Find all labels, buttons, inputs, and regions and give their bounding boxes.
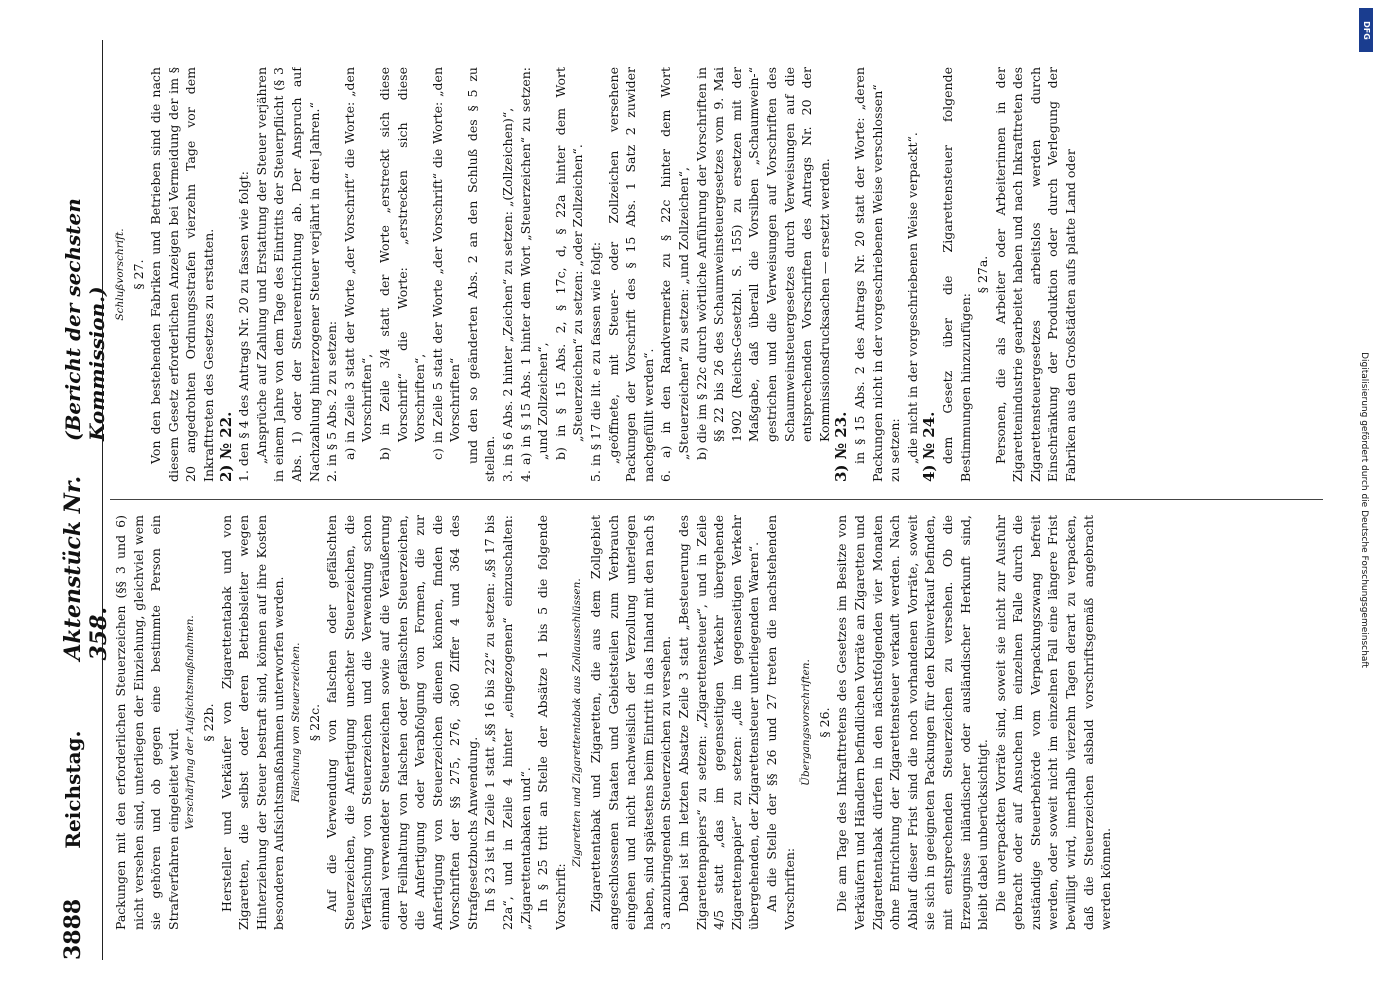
left-column-block: § 26. xyxy=(816,707,832,738)
header-rule xyxy=(102,40,103,960)
left-column-block: Zigarettentabak und Zigaretten, die aus dem Zollgebiet angeschlossenen Staaten und Gebietsteilen zum Verbrauch eingehen und nicht nachweislich der Verzollung unterlegen haben, sind spätestens beim Eintritt in das Inland mit den nach § 3 anzubringenden Steuerzeichen zu versehen. xyxy=(588,515,674,930)
right-column-block: 5. in § 17 die lit. e zu fassen wie folgt: xyxy=(588,241,604,482)
right-column-block: dem Gesetz über die Zigarettensteuer folgende Bestimmungen hinzuzufügen: xyxy=(939,67,973,482)
page-header xyxy=(60,40,112,960)
left-column-block: In § 25 tritt an Stelle der Absätze 1 bis 5 die folgende Vorschrift: xyxy=(535,515,568,930)
right-column-block: § 27. xyxy=(130,259,146,290)
left-column-block: Fälschung von Steuerzeichen. xyxy=(289,642,302,803)
right-column-block: c) in Zeile 5 statt der Worte „der Vorschrift“ die Worte: „den Vorschriften“ xyxy=(429,67,463,460)
left-column-block: Die unverpackten Vorräte sind, soweit sie nicht zur Ausfuhr gebracht oder auf Ansuchen im einzelnen Falle durch die zuständige Steuerbehörde vom Verpackungszwang befreit werden, oder soweit nicht im einzelnen Fall eine längere Frist bewilligt wird, innerhalb vierzehn Tagen derart zu verpacken, daß die Steuerzeichen alsbald vorschriftsgemäß angebracht werden können. xyxy=(992,515,1114,930)
right-column-block: und den so geänderten Abs. 2 an den Schluß des § 5 zu stellen. xyxy=(464,67,498,482)
left-column-block: An die Stelle der §§ 26 und 27 treten die nachstehenden Vorschriften: xyxy=(763,515,797,930)
right-column-block: in § 15 Abs. 2 des Antrags Nr. 20 statt der Worte: „deren Packungen nicht in der vorgeschriebenen Weise verschlossen“ xyxy=(851,67,885,482)
dfg-logo: DFG xyxy=(1359,8,1373,52)
header-title: Aktenstück Nr. 358. xyxy=(60,475,112,661)
column-divider xyxy=(110,499,1323,500)
right-column-block: „Ansprüche auf Zahlung und Erstattung der Steuer verjähren in einem Jahre von dem Tage des Eintritts der Steuerpflicht (§ 3 Abs. 1) oder der Steuerentrichtung ab. Der Anspruch auf Nachzahlung hinterzogener Steuer verjährt in drei Jahren.“ xyxy=(253,67,322,482)
right-column xyxy=(112,67,1333,482)
right-column-block: zu setzen: xyxy=(887,418,903,482)
right-column-block: b) in Zeile 3/4 statt der Worte „erstreckt sich diese Vorschrift“ die Worte: „erstrecken sich diese Vorschriften“, xyxy=(376,67,428,460)
left-column-block: Auf die Verwendung von falschen oder gefälschten Steuerzeichen, die Anfertigung unechter Steuerzeichen, die Verfälschung von Steuerzeichen und die Verwendung schon einmal verwendeter Steuerzeichen sowie auf die Veräußerung oder Feilhaltung von falschen oder gefälschten Steuerzeichen, die Anfertigung oder Verabfolgung von Formen, die zur Anfertigung von Steuerzeichen dienen können, finden die Vorschriften der §§ 275, 276, 360 Ziffer 4 und 364 des Strafgesetzbuchs Anwendung. xyxy=(324,515,480,930)
header-right: (Bericht der sechsten Kommission.) xyxy=(61,198,109,442)
right-column-block: 3. in § 6 Abs. 2 hinter „Zeichen“ zu setzen: „(Zollzeichen)“, xyxy=(500,107,516,482)
right-column-block: 3) № 23. xyxy=(832,411,851,482)
right-column-block: § 27a. xyxy=(975,255,991,294)
right-column-block: a) in Zeile 3 statt der Worte „der Vorschrift“ die Worte: „den Vorschriften“, xyxy=(341,67,375,460)
right-column-block: b) die im § 22c durch wörtliche Anführung der Vorschriften in §§ 22 bis 26 des Schaumweinsteuergesetzes vom 9. Mai 1902 (Reichs-Gesetzbl. S. 155) zu ersetzen mit der Maßgabe, daß überall die Vorsilben „Schaumwein-“ gestrichen und die Verweisungen auf Vorschriften des Schaumweinsteuergesetzes durch Verweisungen auf die entsprechenden Vorschriften des Antrags Nr. 20 der Kommissionsdrucksachen — ersetzt werden. xyxy=(693,67,832,460)
right-column-block: „geöffnete, mit Steuer- oder Zollzeichen versehene Packungen der Vorschrift des § 15 Abs. 1 Satz 2 zuwider nachgefüllt werden“. xyxy=(605,67,656,482)
right-column-block: 1. den § 4 des Antrags Nr. 20 zu fassen wie folgt: xyxy=(236,171,252,482)
left-column-block: § 22b. xyxy=(200,703,216,742)
left-column-block: Verschärfung der Aufsichtsmaßnahmen. xyxy=(184,615,197,830)
left-column-block: Hersteller und Verkäufer von Zigarettentabak und von Zigaretten, die selbst oder deren Betriebsleiter wegen Hinterziehung der Steuer bestraft sind, können auf ihre Kosten besonderen Aufsichtsmaßnahmen unterworfen werden. xyxy=(218,515,287,930)
left-column-block: Die am Tage des Inkrafttretens des Gesetzes im Besitze von Verkäufern und Händlern befindlichen Vorräte an Zigaretten und Zigarettentabak dürfen in den nächstfolgenden vier Monaten ohne Entrichtung der Zigarettensteuer verkauft werden. Nach Ablauf dieser Frist sind die noch vorhandenen Vorräte, soweit sie sich in geeigneten Packungen für den Kleinverkauf befinden, mit entsprechenden Steuerzeichen zu versehen. Ob die Erzeugnisse inländischer oder ausländischer Herkunft sind, bleibt dabei unberücksichtigt. xyxy=(834,515,991,930)
right-column-block: b) in § 15 Abs. 2, § 17c, d, § 22a hinter dem Wort „Steuerzeichen“ zu setzen: „oder Zollzeichen“. xyxy=(552,67,586,460)
left-column-block: In § 23 ist in Zeile 1 statt „§§ 16 bis 22“ zu setzen: „§§ 17 bis 22a“, und in Zeile 4 hinter „eingezogenen“ einzuschalten: „Zigarettentabaken und“. xyxy=(482,515,533,930)
digitization-note xyxy=(1353,70,1375,950)
right-column-block: 4. a) in § 15 Abs. 1 hinter dem Wort „Steuerzeichen“ zu setzen: „und Zollzeichen“, xyxy=(517,67,551,482)
right-column-block: 2) № 22. xyxy=(216,411,235,482)
right-column-block: Von den bestehenden Fabriken und Betrieben sind die nach diesem Gesetz erforderlichen Anzeigen bei Vermeidung der im § 20 angedrohten Ordnungsstrafen vierzehn Tage vor dem Inkrafttreten des Gesetzes zu erstatten. xyxy=(148,67,216,482)
left-column-block: § 22c. xyxy=(306,703,322,742)
right-column-block: 2. in § 5 Abs. 2 zu setzen: xyxy=(324,320,340,482)
left-column xyxy=(112,515,1333,930)
right-column-block: Personen, die als Arbeiter oder Arbeiterinnen in der Zigarettenindustrie gearbeitet haben und nach Inkrafttreten des Zigarettensteuergesetzes arbeitslos werden durch Einschränkung der Produktion oder durch Verlegung der Fabriken aus den Großstädten aufs platte Land oder xyxy=(992,67,1079,482)
right-column-block: Schlußvorschrift. xyxy=(114,228,126,321)
left-column-block: Packungen mit den erforderlichen Steuerzeichen (§§ 3 und 6) nicht versehen sind, unterliegen der Einziehung, gleichviel wem sie gehören und ob gegen eine bestimmte Person ein Strafverfahren eingeleitet wird. xyxy=(113,515,181,930)
header-left: Reichstag. xyxy=(61,730,85,849)
left-column-block: Dabei ist im letzten Absatze Zeile 3 statt „Besteuerung des Zigarettenpapiers“ zu setzen: „Zigarettensteuer“, und in Zeile 4/5 statt „das im gegenseitigen Verkehr übergehende Zigarettenpapier“ zu setzen: „die im gegenseitigen Verkehr übergehenden, der Zigarettensteuer unterliegenden Waren“. xyxy=(676,515,762,930)
page-number: 3888 xyxy=(60,898,86,960)
left-column-block: Übergangsvorschriften. xyxy=(800,659,813,786)
digitization-note-text: Digitalisierung gefördert durch die Deutsche Forschungsgemeinschaft xyxy=(1359,352,1370,668)
left-column-block: Zigaretten und Zigarettentabak aus Zollausschlüssen. xyxy=(571,578,584,867)
right-column-block: 4) № 24. xyxy=(920,411,939,482)
right-column-block: 6. a) in den Randvermerke zu § 22c hinter dem Wort „Steuerzeichen“ zu setzen: „und Zollzeichen“, xyxy=(658,67,691,482)
right-column-block: „die nicht in der vorgeschriebenen Weise verpackt“. xyxy=(904,132,920,464)
